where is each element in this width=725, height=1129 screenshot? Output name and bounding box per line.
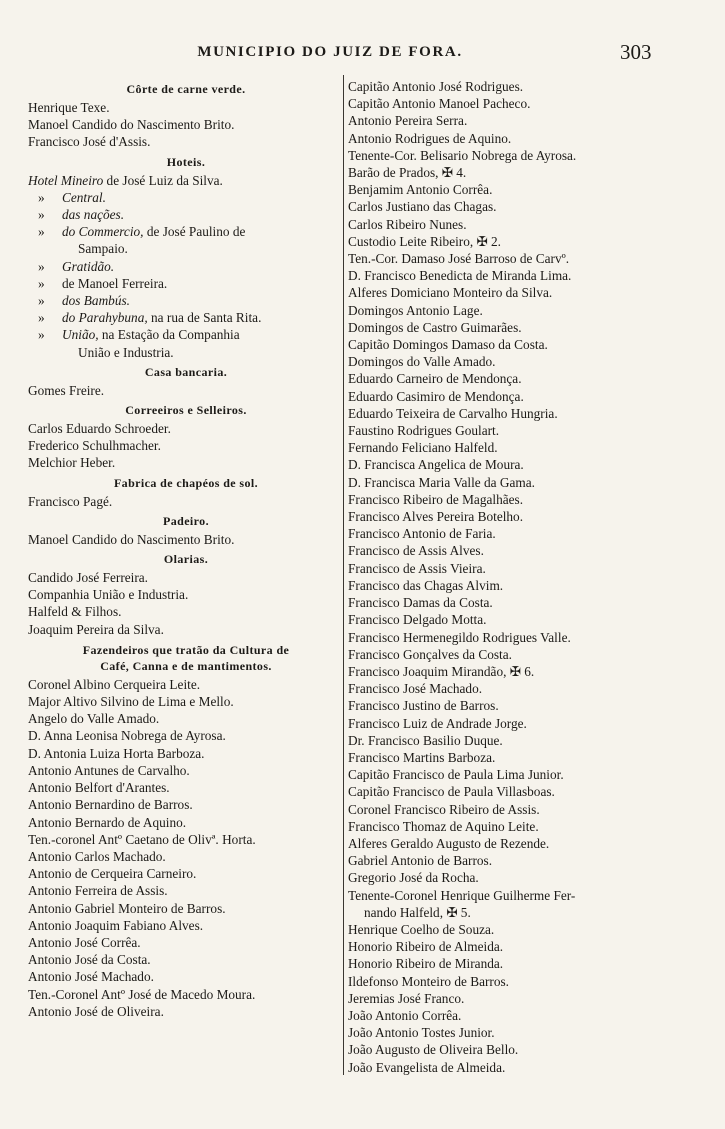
ditto-mark: » <box>38 224 45 240</box>
list-item: Francisco José d'Assis. <box>28 134 151 150</box>
list-item: Capitão Domingos Damaso da Costa. <box>348 337 548 353</box>
list-item: Francisco de Assis Vieira. <box>348 560 486 576</box>
hotel-owner: de José Luiz da Silva. <box>103 172 223 188</box>
list-item-continuation: Sampaio. <box>78 241 128 257</box>
section-title-hoteis: Hoteis. <box>166 154 206 169</box>
list-item: Gomes Freire. <box>28 382 105 398</box>
list-item: Honorio Ribeiro de Miranda. <box>348 956 504 972</box>
list-item: Francisco José Machado. <box>348 681 483 697</box>
ditto-mark: » <box>38 207 45 223</box>
list-item: D. Antonia Luiza Horta Barboza. <box>28 745 205 761</box>
section-title-line: Café, Canna e de mantimentos. <box>100 658 272 673</box>
list-item: Barão de Prados, ✠ 4. <box>348 165 467 181</box>
list-item: Francisco Martins Barboza. <box>348 749 496 765</box>
section-title-fazendeiros <box>28 642 344 674</box>
list-item: Gregorio José da Rocha. <box>348 870 479 886</box>
list-item: Eduardo Teixeira de Carvalho Hungria. <box>348 405 558 421</box>
list-item: Dr. Francisco Basilio Duque. <box>348 732 503 748</box>
list-item: Companhia União e Industria. <box>28 587 189 603</box>
list-item: D. Anna Leonisa Nobrega de Ayrosa. <box>28 728 226 744</box>
list-item: Manoel Candido do Nascimento Brito. <box>28 117 235 133</box>
list-item: Antonio Bernardo de Aquino. <box>28 814 187 830</box>
section-title-fabrica: Fabrica de chapéos de sol. <box>113 475 259 490</box>
list-item: Francisco de Assis Alves. <box>348 543 484 559</box>
list-item: Antonio Antunes de Carvalho. <box>28 762 190 778</box>
list-item: Ildefonso Monteiro de Barros. <box>348 973 510 989</box>
list-item: Melchior Heber. <box>28 455 116 471</box>
list-item: Ten.-Cor. Damaso José Barroso de Carvº. <box>348 251 570 267</box>
list-item: Carlos Eduardo Schroeder. <box>28 421 171 437</box>
list-item: Francisco Justino de Barros. <box>348 698 499 714</box>
list-item: Ten.-coronel Antº Caetano de Olivª. Horta. <box>28 831 256 847</box>
list-item: Henrique Texe. <box>28 100 110 115</box>
list-item: Francisco Alves Pereira Botelho. <box>348 509 524 525</box>
list-item: Gabriel Antonio de Barros. <box>348 853 493 869</box>
list-item: Candido José Ferreira. <box>28 570 149 586</box>
list-item: Benjamim Antonio Corrêa. <box>348 182 493 198</box>
list-item: Francisco Thomaz de Aquino Leite. <box>348 818 539 834</box>
list-item: » Gratidão. <box>28 258 344 275</box>
list-item: Antonio Rodrigues de Aquino. <box>348 130 512 146</box>
list-item: Domingos do Valle Amado. <box>348 354 496 370</box>
list-item <box>28 172 344 189</box>
page-header <box>0 40 725 68</box>
list-item: Major Altivo Silvino de Lima e Mello. <box>28 694 234 710</box>
list-item: » União, na Estação da Companhia <box>28 326 344 343</box>
list-item: João Augusto de Oliveira Bello. <box>348 1042 519 1058</box>
list-item: Antonio Bernardino de Barros. <box>28 797 193 813</box>
list-item: Fernando Feliciano Halfeld. <box>348 440 498 456</box>
list-item: » de Manoel Ferreira. <box>28 275 344 292</box>
list-item: Francisco Pagé. <box>28 493 113 509</box>
list-item: Eduardo Casimiro de Mendonça. <box>348 388 524 404</box>
list-item: » do Commercio, de José Paulino de <box>28 223 344 240</box>
list-item: Carlos Justiano das Chagas. <box>348 199 497 215</box>
list-item: Alferes Geraldo Augusto de Rezende. <box>348 835 550 851</box>
hotel-prefix: Hotel <box>28 172 61 188</box>
list-item: Eduardo Carneiro de Mendonça. <box>348 371 522 387</box>
ditto-mark: » <box>38 258 45 274</box>
list-item: » do Parahybuna, na rua de Santa Rita. <box>28 309 344 326</box>
section-title-padeiro: Padeiro. <box>163 513 209 528</box>
left-column <box>28 78 344 1020</box>
list-item: Coronel Albino Cerqueira Leite. <box>28 676 201 692</box>
list-item: Custodio Leite Ribeiro, ✠ 2. <box>348 233 501 249</box>
right-column <box>348 78 662 1076</box>
list-item: João Antonio Corrêa. <box>348 1007 462 1023</box>
ditto-mark: » <box>38 189 45 205</box>
list-item: » Central. <box>28 189 344 206</box>
list-item: Manoel Candido do Nascimento Brito. <box>28 531 235 547</box>
list-item: Coronel Francisco Ribeiro de Assis. <box>348 801 540 817</box>
list-item: Capitão Antonio José Rodrigues. <box>348 79 524 94</box>
list-item: Capitão Francisco de Paula Lima Junior. <box>348 767 564 783</box>
list-item: Ten.-Coronel Antº José de Macedo Moura. <box>28 986 256 1002</box>
list-item: Faustino Rodrigues Goulart. <box>348 423 500 439</box>
list-item: Capitão Antonio Manoel Pacheco. <box>348 96 531 112</box>
list-item: Domingos de Castro Guimarães. <box>348 319 522 335</box>
list-item: » dos Bambús. <box>28 292 344 309</box>
list-item-continuation: nando Halfeld, ✠ 5. <box>364 904 471 920</box>
list-item: Carlos Ribeiro Nunes. <box>348 216 467 232</box>
list-item: Antonio Belfort d'Arantes. <box>28 780 170 796</box>
list-item: Francisco Antonio de Faria. <box>348 526 496 542</box>
list-item: Francisco das Chagas Alvim. <box>348 577 504 593</box>
list-item: Antonio José da Costa. <box>28 952 151 968</box>
list-item: Henrique Coelho de Souza. <box>348 921 495 937</box>
list-item: Antonio Gabriel Monteiro de Barros. <box>28 900 226 916</box>
section-title-line: Fazendeiros que tratão da Cultura de <box>82 642 290 657</box>
page-title: MUNICIPIO DO JUIZ DE FORA. <box>197 44 463 60</box>
list-item: Francisco Gonçalves da Costa. <box>348 646 512 662</box>
list-item: Domingos Antonio Lage. <box>348 302 483 318</box>
ditto-mark: » <box>38 293 45 309</box>
fazendeiros-list <box>28 676 344 1020</box>
list-item: Antonio José Corrêa. <box>28 934 141 950</box>
list-item: Capitão Francisco de Paula Villasboas. <box>348 784 555 800</box>
ditto-mark: » <box>38 327 45 343</box>
list-item: Joaquim Pereira da Silva. <box>28 621 164 637</box>
hotel-name: Mineiro <box>60 172 104 188</box>
list-item: Francisco Hermenegildo Rodrigues Valle. <box>348 629 571 645</box>
list-item: Honorio Ribeiro de Almeida. <box>348 939 504 955</box>
list-item: Francisco Luiz de Andrade Jorge. <box>348 715 527 731</box>
list-item: Antonio José de Oliveira. <box>28 1003 164 1019</box>
list-item: » das nações. <box>28 206 344 223</box>
list-item: Antonio Carlos Machado. <box>28 848 166 864</box>
list-item: Halfeld & Filhos. <box>28 604 122 620</box>
list-item: Francisco Ribeiro de Magalhães. <box>348 491 524 507</box>
list-item-continuation: União e Industria. <box>78 344 174 360</box>
section-title-corte: Côrte de carne verde. <box>126 82 246 96</box>
list-item: Tenente-Coronel Henrique Guilherme Fer- <box>348 887 576 903</box>
list-item: Antonio Joaquim Fabiano Alves. <box>28 917 204 933</box>
list-item: João Evangelista de Almeida. <box>348 1059 506 1075</box>
list-item: Antonio José Machado. <box>28 969 154 985</box>
ditto-mark: » <box>38 275 45 291</box>
list-item: Antonio Pereira Serra. <box>348 113 468 129</box>
list-item: Tenente-Cor. Belisario Nobrega de Ayrosa. <box>348 147 577 163</box>
list-item: Angelo do Valle Amado. <box>28 711 160 727</box>
list-item: Francisco Damas da Costa. <box>348 595 493 611</box>
list-item: Antonio Ferreira de Assis. <box>28 883 168 899</box>
list-item: D. Francisca Angelica de Moura. <box>348 457 524 473</box>
list-item: Francisco Delgado Motta. <box>348 612 487 628</box>
list-item: Jeremias José Franco. <box>348 990 465 1006</box>
page-number: 303 <box>620 40 652 64</box>
list-item: D. Francisco Benedicta de Miranda Lima. <box>348 268 572 284</box>
list-item: João Antonio Tostes Junior. <box>348 1025 495 1041</box>
list-item: Antonio de Cerqueira Carneiro. <box>28 866 197 882</box>
section-title-correeiros: Correeiros e Selleiros. <box>125 403 247 418</box>
list-item: D. Francisca Maria Valle da Gama. <box>348 474 535 490</box>
section-title-olarias: Olarias. <box>163 552 209 567</box>
ditto-mark: » <box>38 310 45 326</box>
list-item: Francisco Joaquim Mirandão, ✠ 6. <box>348 663 535 679</box>
list-item: Frederico Schulhmacher. <box>28 438 161 454</box>
list-item: Alferes Domiciano Monteiro da Silva. <box>348 285 553 301</box>
section-title-casa-bancaria: Casa bancaria. <box>144 364 228 379</box>
